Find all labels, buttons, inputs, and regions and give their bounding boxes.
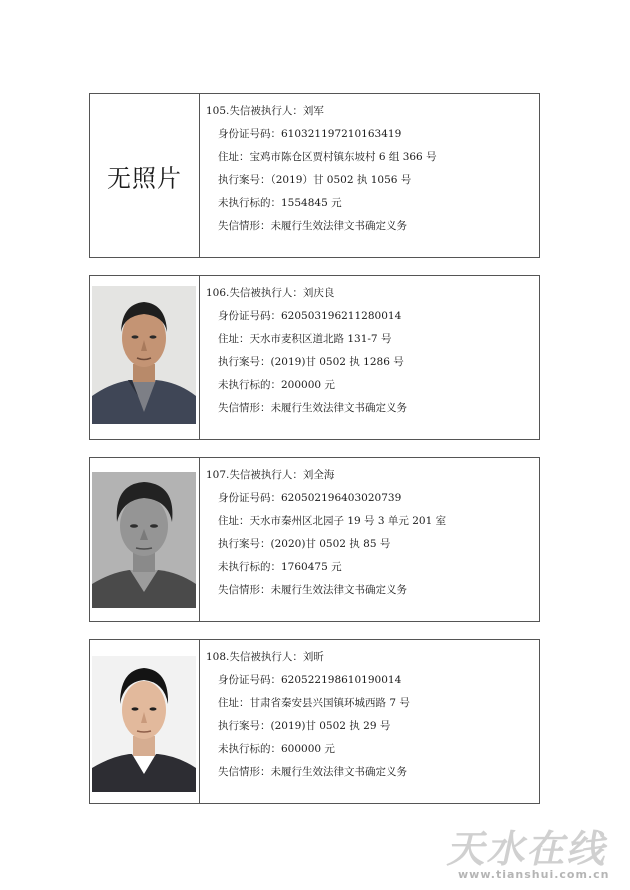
record-info	[206, 464, 535, 602]
record-title: 105.失信被执行人：刘军	[206, 105, 324, 117]
address: 住址：天水市麦积区道北路 131-7 号	[218, 333, 392, 345]
watermark-logo-text: 天水在线	[444, 827, 614, 871]
unexecuted-amount: 未执行标的：600000 元	[218, 743, 335, 755]
record-card	[89, 93, 540, 258]
unexecuted-amount: 未执行标的：1760475 元	[218, 561, 342, 573]
portrait-photo	[92, 656, 196, 792]
photo-cell	[90, 458, 200, 621]
case-number: 执行案号：(2019)甘 0502 执 1286 号	[218, 356, 404, 368]
record-card	[89, 639, 540, 804]
no-photo-label: 无照片	[107, 164, 182, 192]
default-situation: 失信情形：未履行生效法律文书确定义务	[218, 220, 407, 232]
person-portrait-image	[92, 656, 196, 792]
record-card	[89, 275, 540, 440]
case-number: 执行案号：(2020)甘 0502 执 85 号	[218, 538, 391, 550]
address: 住址：宝鸡市陈仓区贾村镇东坡村 6 组 366 号	[218, 151, 437, 163]
portrait-photo	[92, 286, 196, 424]
case-number: 执行案号：(2019)甘 0502 执 29 号	[218, 720, 391, 732]
person-portrait-image	[92, 472, 196, 608]
record-info	[206, 100, 535, 238]
record-info	[206, 282, 535, 420]
unexecuted-amount: 未执行标的：200000 元	[218, 379, 335, 391]
unexecuted-amount: 未执行标的：1554845 元	[218, 197, 342, 209]
address: 住址：甘肃省秦安县兴国镇环城西路 7 号	[218, 697, 410, 709]
record-title: 107.失信被执行人：刘全海	[206, 469, 335, 481]
id-number: 身份证号码：620502196403020739	[218, 492, 402, 504]
case-number: 执行案号：（2019）甘 0502 执 1056 号	[218, 174, 412, 186]
site-watermark	[444, 818, 625, 886]
portrait-photo	[92, 472, 196, 608]
id-number: 身份证号码：620503196211280014	[218, 310, 402, 322]
id-number: 身份证号码：620522198610190014	[218, 674, 402, 686]
person-portrait-image	[92, 286, 196, 424]
default-situation: 失信情形：未履行生效法律文书确定义务	[218, 766, 407, 778]
watermark-url: www.tianshui.com.cn	[458, 868, 610, 881]
id-number: 身份证号码：610321197210163419	[218, 128, 402, 140]
record-title: 108.失信被执行人：刘昕	[206, 651, 324, 663]
record-title: 106.失信被执行人：刘庆良	[206, 287, 335, 299]
record-card	[89, 457, 540, 622]
default-situation: 失信情形：未履行生效法律文书确定义务	[218, 402, 407, 414]
address: 住址：天水市秦州区北园子 19 号 3 单元 201 室	[218, 515, 447, 527]
record-info	[206, 646, 535, 784]
photo-cell	[90, 276, 200, 439]
photo-cell	[90, 640, 200, 803]
default-situation: 失信情形：未履行生效法律文书确定义务	[218, 584, 407, 596]
photo-cell	[90, 94, 200, 257]
